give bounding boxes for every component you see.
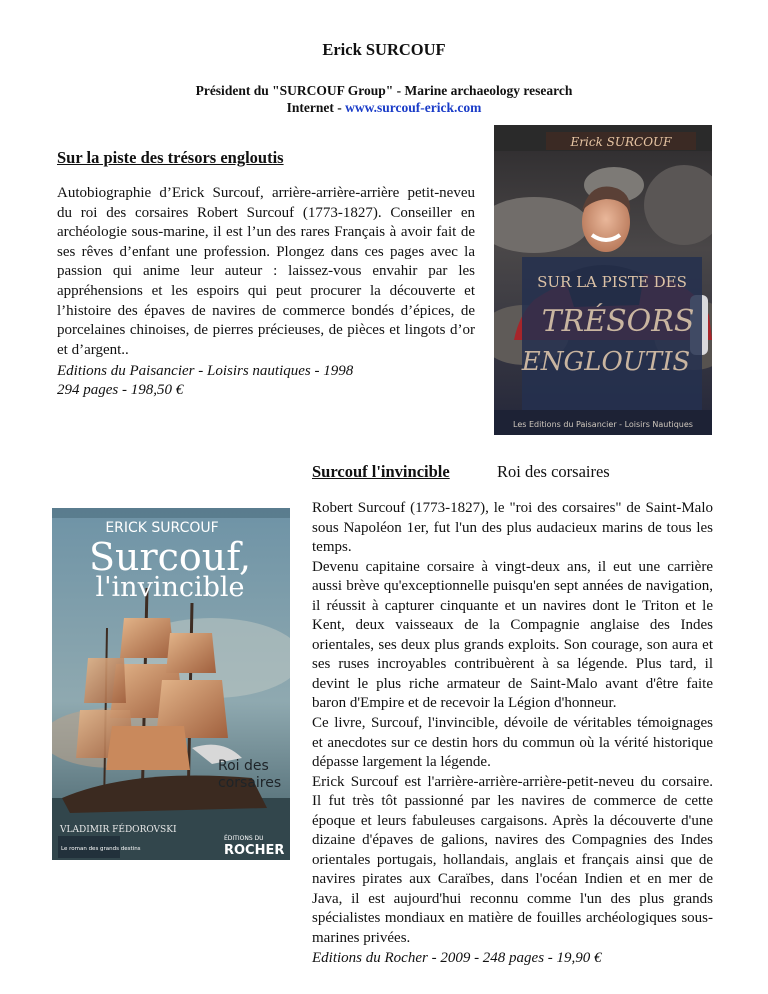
- book1-description: Autobiographie d’Erick Surcouf, arrière-arrière-arrière petit-neveu du roi des corsaires Robert Surcouf (1773-1827). Conseiller en archéologie sous-marine, il est l’un des rares Français à avoir fait de ses rêves d’enfant une profession. Plongez dans ces pages avec la passion qui anime leur auteur : laissez-vous envahir par les appréhensions et les espoirs qui peut procurer la découverte et l’histoire des épaves de navires de commerce bondés d’épices, de porcelaines chinoises, de pierres précieuses, de pièces et lingots d’or et d’argent..: [57, 185, 475, 358]
- header-subtitle: [0, 82, 768, 116]
- book2-description: [312, 499, 713, 968]
- book2-cover-series: Le roman des grands destins: [61, 846, 141, 852]
- book2-cover-tagline2: corsaires: [218, 775, 282, 791]
- book2-subtitle: Roi des corsaires: [497, 462, 610, 481]
- book2-cover-title1: Surcouf,: [88, 535, 252, 579]
- book2-paragraph: Erick Surcouf est l'arrière-arrière-arrière-petit-neveu du corsaire. Il fut très tôt passionné par les navires de commerce de cette époque et leurs fabuleuses cargaisons. Après la découverte d'une dizaine d'épaves de galions, navires des Compagnies des Indes orientales portugais, hollandais, anglais et français ainsi que de navires pirates aux Caraïbes, dans l'océan Indien et en mer de Java, il est aujourd'hui reconnu comme l'un des plus grands spécialistes mondiaux en matière de fouilles archéologiques sous-marines privées.: [312, 773, 713, 947]
- book2-title: Surcouf l'invincible: [312, 462, 450, 481]
- book1-pages-price: 294 pages - 198,50 €: [57, 382, 184, 398]
- book2-paragraph: Devenu capitaine corsaire à vingt-deux ans, il eut une carrière aussi brève qu'exceptionnelle puisqu'en sept années de navigation, il réussit à capturer cinquante et un navires dont le Triton et le Kent, deux vaisseaux de la Compagnie anglaise des Indes orientales, ses deux plus grands exploits. Son courage, son aura et ses ruses incroyables contribuèrent à sa légende. Plus tard, il devint le plus riche armateur de Saint-Malo avant d'être faite baron d'Empire et de recevoir la Légion d'honneur.: [312, 558, 713, 712]
- book1-cover-image: [494, 125, 712, 435]
- book2-cover-publisher: ROCHER: [224, 843, 285, 858]
- book2-paragraph: Ce livre, Surcouf, l'invincible, dévoile de véritables témoignages et anecdotes sur ce destin hors du commun où la vérité historique dépasse largement la légende.: [312, 715, 713, 771]
- book2-cover-title2: l'invincible: [95, 572, 245, 603]
- book1-title: Sur la piste des trésors engloutis: [57, 148, 284, 167]
- book2-cover-coauthor: VLADIMIR FÉDOROVSKI: [60, 825, 177, 835]
- book1-cover-line1: SUR LA PISTE DES: [537, 273, 687, 291]
- book1-publisher: Editions du Paisancier - Loisirs nautiques - 1998: [57, 363, 354, 379]
- internet-label: Internet -: [286, 100, 346, 115]
- book2-paragraph: Robert Surcouf (1773-1827), le "roi des corsaires" de Saint-Malo sous Napoléon 1er, fut l'un des plus audacieux marins de tous les temps.: [312, 500, 713, 556]
- book2-cover-tagline1: Roi des: [218, 758, 269, 774]
- book2-cover-publisher-small: ÉDITIONS DU: [224, 835, 264, 842]
- book1-cover-line3: ENGLOUTIS: [521, 347, 691, 377]
- book1-cover-author: Erick SURCOUF: [570, 135, 672, 149]
- book2-cover-author: ERICK SURCOUF: [105, 520, 219, 536]
- author-name: Erick SURCOUF: [322, 40, 446, 59]
- book1-publication: [57, 362, 353, 400]
- book1-cover-publisher: Les Editions du Paisancier - Loisirs Nautiques: [513, 420, 693, 429]
- internet-line: [0, 99, 768, 116]
- book1-cover-line2: TRÉSORS: [541, 304, 695, 339]
- book2-cover-image: [52, 508, 290, 860]
- book2-publication: Editions du Rocher - 2009 - 248 pages - 19,90 €: [312, 949, 602, 966]
- website-link[interactable]: www.surcouf-erick.com: [345, 100, 482, 115]
- organization-line: Président du "SURCOUF Group" - Marine archaeology research: [195, 83, 573, 98]
